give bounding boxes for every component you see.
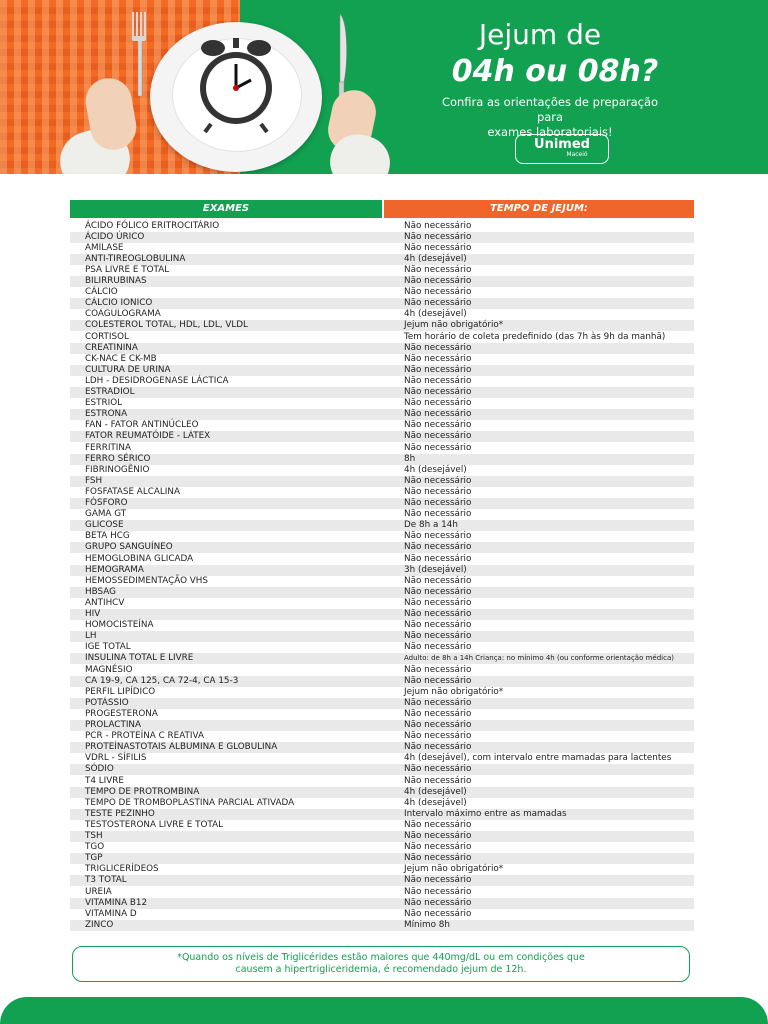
- fasting-time: 4h (desejável): [404, 309, 467, 320]
- fasting-time: Não necessário: [404, 375, 472, 386]
- title-line-2: 04h ou 08h?: [451, 54, 659, 89]
- exam-name: GAMA GT: [85, 509, 127, 520]
- table-row: [70, 831, 694, 842]
- fasting-time: Não necessário: [404, 642, 472, 653]
- exam-name: FSH: [85, 475, 103, 486]
- table-row: [70, 887, 694, 898]
- fasting-time: Não necessário: [404, 242, 472, 253]
- table-row: [70, 320, 694, 331]
- table-row: [70, 642, 694, 653]
- fasting-time: Não necessário: [404, 486, 472, 497]
- table-row: [70, 676, 694, 687]
- fasting-time: Não necessário: [404, 819, 472, 830]
- table-row: [70, 853, 694, 864]
- table-row: [70, 709, 694, 720]
- fasting-time: Jejum não obrigatório*: [404, 686, 504, 697]
- exam-name: INSULINA TOTAL E LIVRE: [85, 653, 194, 664]
- fasting-time: Não necessário: [404, 764, 472, 775]
- fasting-time: Não necessário: [404, 398, 472, 409]
- fasting-time: Não necessário: [404, 442, 472, 453]
- exam-name: ZINCO: [85, 919, 114, 930]
- table-row: [70, 298, 694, 309]
- table-row: [70, 587, 694, 598]
- exam-name: HBSAG: [85, 586, 116, 597]
- exam-name: ESTRONA: [85, 409, 128, 420]
- fasting-time: Não necessário: [404, 364, 472, 375]
- fasting-time: Não necessário: [404, 609, 472, 619]
- table-row: [70, 376, 694, 387]
- header-banner: [0, 0, 768, 174]
- table-row: [70, 720, 694, 731]
- exam-name: PSA LIVRE E TOTAL: [85, 264, 170, 275]
- exam-name: FERRO SÉRICO: [85, 453, 151, 464]
- exam-name: CK-NAC E CK-MB: [85, 353, 157, 364]
- fasting-time: Mínimo 8h: [404, 919, 450, 930]
- column-header-fasting-time: TEMPO DE JEJUM:: [384, 200, 694, 218]
- fasting-time: Não necessário: [404, 675, 472, 686]
- table-row: [70, 542, 694, 553]
- table-row: [70, 454, 694, 465]
- fasting-time: Não necessário: [404, 853, 472, 864]
- exam-name: VDRL - SÍFILIS: [85, 753, 147, 764]
- fasting-time: 4h (desejável): [404, 253, 467, 264]
- exam-name: MAGNÉSIO: [85, 664, 133, 675]
- table-row: [70, 742, 694, 753]
- exam-name: COAGULOGRAMA: [85, 309, 161, 320]
- exam-name: POTÁSSIO: [85, 697, 129, 708]
- exam-name: BETA HCG: [85, 531, 130, 542]
- table-row: [70, 864, 694, 875]
- table-row: [70, 631, 694, 642]
- fasting-time: Adulto: de 8h a 14h Criança: no mínimo 4h (ou conforme orientação médica): [404, 654, 674, 663]
- exam-name: FATOR REUMATÓIDE - LÁTEX: [85, 431, 211, 442]
- fasting-time: Não necessário: [404, 220, 472, 231]
- exam-name: HEMOGRAMA: [85, 564, 144, 575]
- clock-icon: [193, 34, 279, 134]
- fasting-time: Não necessário: [404, 586, 472, 597]
- exam-name: TGO: [85, 842, 105, 853]
- table-row: [70, 609, 694, 620]
- fasting-time: Não necessário: [404, 697, 472, 708]
- fasting-time: Não necessário: [404, 775, 472, 786]
- fasting-time: Não necessário: [404, 908, 472, 919]
- table-row: [70, 665, 694, 676]
- fasting-time: Não necessário: [404, 620, 472, 631]
- note-line-2: causem a hipertrigliceridemia, é recomendado jejum de 12h.: [235, 964, 527, 975]
- logo-city: Maceió: [566, 151, 588, 158]
- exam-name: ESTRADIOL: [85, 387, 135, 397]
- exam-name: TESTOSTERONA LIVRE E TOTAL: [85, 819, 224, 830]
- exam-name: PCR - PROTEÍNA C REATIVA: [85, 731, 204, 742]
- fasting-time: Não necessário: [404, 664, 472, 675]
- exam-name: UREIA: [85, 886, 112, 897]
- fasting-time: 4h (desejável): [404, 464, 467, 475]
- exam-name: CORTISOL: [85, 331, 129, 342]
- fasting-time: 4h (desejável): [404, 786, 467, 797]
- table-row: [70, 920, 694, 931]
- fasting-time: Não necessário: [404, 342, 472, 353]
- exam-name: FÓSFORO: [85, 498, 128, 508]
- fasting-time: Não necessário: [404, 531, 472, 542]
- table-row: [70, 332, 694, 343]
- table-row: [70, 309, 694, 320]
- table-row: [70, 387, 694, 398]
- table-row: [70, 265, 694, 276]
- subtitle-line-1: Confira as orientações de preparação para: [441, 95, 659, 124]
- fasting-time: Jejum não obrigatório*: [404, 864, 504, 875]
- table-row: [70, 787, 694, 798]
- fasting-time: Não necessário: [404, 886, 472, 897]
- exam-name: T4 LIVRE: [85, 775, 124, 786]
- exam-name: T3 TOTAL: [85, 875, 127, 886]
- table-row: [70, 343, 694, 354]
- fasting-time: 4h (desejável): [404, 797, 467, 808]
- table-row: [70, 409, 694, 420]
- exam-name: GLICOSE: [85, 520, 124, 531]
- exam-name: CREATININA: [85, 342, 138, 353]
- fasting-time: 8h: [404, 453, 416, 464]
- fasting-time: Jejum não obrigatório*: [404, 320, 504, 331]
- fasting-time: Não necessário: [404, 298, 472, 309]
- exam-name: TGP: [85, 853, 103, 864]
- table-row: [70, 398, 694, 409]
- table-row: [70, 276, 694, 287]
- table-row: [70, 531, 694, 542]
- exam-name: PROTEÍNASTOTAIS ALBUMINA E GLOBULINA: [85, 742, 278, 753]
- exam-name: ÁCIDO ÚRICO: [85, 231, 145, 242]
- exam-name: FIBRINOGÊNIO: [85, 464, 150, 475]
- table-row: [70, 254, 694, 265]
- fasting-time: Não necessário: [404, 742, 472, 753]
- exam-name: HIV: [85, 609, 101, 619]
- table-row: [70, 809, 694, 820]
- table-row: [70, 753, 694, 764]
- exam-name: ANTIHCV: [85, 597, 125, 608]
- fasting-time: Não necessário: [404, 631, 472, 642]
- footer-bar: [0, 997, 768, 1024]
- table-row: [70, 653, 694, 664]
- table-row: [70, 776, 694, 787]
- exam-name: GRUPO SANGUÍNEO: [85, 542, 173, 553]
- exam-name: PROGESTERONA: [85, 708, 158, 719]
- fasting-time: Não necessário: [404, 542, 472, 553]
- fasting-time: Não necessário: [404, 276, 472, 286]
- fasting-time: Não necessário: [404, 831, 472, 841]
- exam-name: SÓDIO: [85, 764, 114, 775]
- table-row: [70, 365, 694, 376]
- exam-name: TSH: [85, 831, 103, 841]
- table-row: [70, 620, 694, 631]
- fasting-time: Não necessário: [404, 875, 472, 886]
- exam-name: PROLACTINA: [85, 720, 142, 730]
- table-row: [70, 842, 694, 853]
- exam-name: FERRITINA: [85, 442, 132, 453]
- table-row: [70, 287, 694, 298]
- exam-name: CULTURA DE URINA: [85, 364, 171, 375]
- table-row: [70, 243, 694, 254]
- exam-name: FOSFATASE ALCALINA: [85, 486, 180, 497]
- table-row: [70, 487, 694, 498]
- exam-name: LH: [85, 631, 97, 642]
- fasting-time: De 8h a 14h: [404, 520, 458, 531]
- table-row: [70, 232, 694, 243]
- table-row: [70, 576, 694, 587]
- fasting-time: Tem horário de coleta predefinido (das 7h às 9h da manhã): [404, 331, 666, 342]
- fasting-time: Não necessário: [404, 509, 472, 520]
- fasting-time: Não necessário: [404, 231, 472, 242]
- fasting-time: Não necessário: [404, 409, 472, 420]
- table-row: [70, 420, 694, 431]
- fasting-time: 3h (desejável): [404, 564, 467, 575]
- table-row: [70, 431, 694, 442]
- fasting-time: Não necessário: [404, 597, 472, 608]
- exam-name: HOMOCISTEÍNA: [85, 620, 154, 631]
- logo-name: Unimed: [534, 137, 590, 152]
- fasting-time: Não necessário: [404, 264, 472, 275]
- exam-name: ESTRIOL: [85, 398, 123, 409]
- exam-name: TEMPO DE TROMBOPLASTINA PARCIAL ATIVADA: [85, 797, 295, 808]
- fasting-time: Não necessário: [404, 420, 472, 431]
- column-header-exams: EXAMES: [70, 200, 382, 218]
- fasting-time: Não necessário: [404, 897, 472, 908]
- fasting-time: Não necessário: [404, 575, 472, 586]
- table-row: [70, 731, 694, 742]
- exam-name: VITAMINA D: [85, 908, 137, 919]
- fasting-time: Não necessário: [404, 353, 472, 364]
- table-row: [70, 909, 694, 920]
- exam-name: CÁLCIO: [85, 287, 118, 298]
- table-row: [70, 764, 694, 775]
- table-row: [70, 509, 694, 520]
- exam-name: TESTE PEZINHO: [85, 808, 155, 819]
- exam-name: COLESTEROL TOTAL, HDL, LDL, VLDL: [85, 320, 248, 331]
- fasting-time: Não necessário: [404, 431, 472, 442]
- fasting-time: Não necessário: [404, 498, 472, 508]
- table-row: [70, 565, 694, 576]
- table-row: [70, 798, 694, 809]
- exam-name: LDH - DESIDROGENASE LÁCTICA: [85, 375, 229, 386]
- table-row: [70, 875, 694, 886]
- note-line-1: *Quando os níveis de Triglicérides estão maiores que 440mg/dL ou em condições que: [177, 952, 585, 963]
- exam-name: ANTI-TIREOGLOBULINA: [85, 253, 186, 264]
- table-row: [70, 354, 694, 365]
- table-row: [70, 465, 694, 476]
- table-row: [70, 520, 694, 531]
- fasting-time: Não necessário: [404, 731, 472, 742]
- table-row: [70, 443, 694, 454]
- exam-name: BILIRRUBINAS: [85, 276, 147, 286]
- fasting-time: Não necessário: [404, 553, 472, 564]
- unimed-logo-icon: [515, 134, 609, 164]
- exam-name: PERFIL LIPÍDICO: [85, 686, 156, 697]
- exam-name: HEMOSSEDIMENTAÇÃO VHS: [85, 575, 209, 586]
- exam-name: CA 19-9, CA 125, CA 72-4, CA 15-3: [85, 675, 239, 686]
- table-row: [70, 698, 694, 709]
- table-row: [70, 687, 694, 698]
- fasting-time: Não necessário: [404, 475, 472, 486]
- exam-name: HEMOGLOBINA GLICADA: [85, 553, 194, 564]
- fasting-time: Intervalo máximo entre as mamadas: [404, 808, 567, 819]
- table-row: [70, 554, 694, 565]
- exam-name: AMILASE: [85, 242, 124, 253]
- fasting-time: Não necessário: [404, 842, 472, 853]
- fasting-time: Não necessário: [404, 287, 472, 298]
- exam-name: IGE TOTAL: [85, 642, 131, 653]
- exam-name: VITAMINA B12: [85, 897, 148, 908]
- table-row: [70, 498, 694, 509]
- title-line-1: Jejum de: [478, 18, 602, 51]
- exam-name: TEMPO DE PROTROMBINA: [85, 786, 200, 797]
- fasting-time: Não necessário: [404, 720, 472, 730]
- fasting-time: Não necessário: [404, 387, 472, 397]
- table-row: [70, 221, 694, 232]
- fasting-time: Não necessário: [404, 708, 472, 719]
- table-row: [70, 598, 694, 609]
- table-row: [70, 476, 694, 487]
- table-row: [70, 898, 694, 909]
- subtitle-line-2: exames laboratoriais!: [487, 125, 613, 139]
- table-row: [70, 820, 694, 831]
- triglycerides-note: [72, 946, 690, 982]
- exam-name: TRIGLICERÍDEOS: [85, 864, 159, 875]
- fasting-time: 4h (desejável), com intervalo entre mamadas para lactentes: [404, 753, 672, 764]
- exam-name: FAN - FATOR ANTINÚCLEO: [85, 420, 199, 431]
- exam-name: ÁCIDO FÓLICO ERITROCITÁRIO: [85, 220, 220, 231]
- exam-name: CÁLCIO IONICO: [85, 298, 153, 309]
